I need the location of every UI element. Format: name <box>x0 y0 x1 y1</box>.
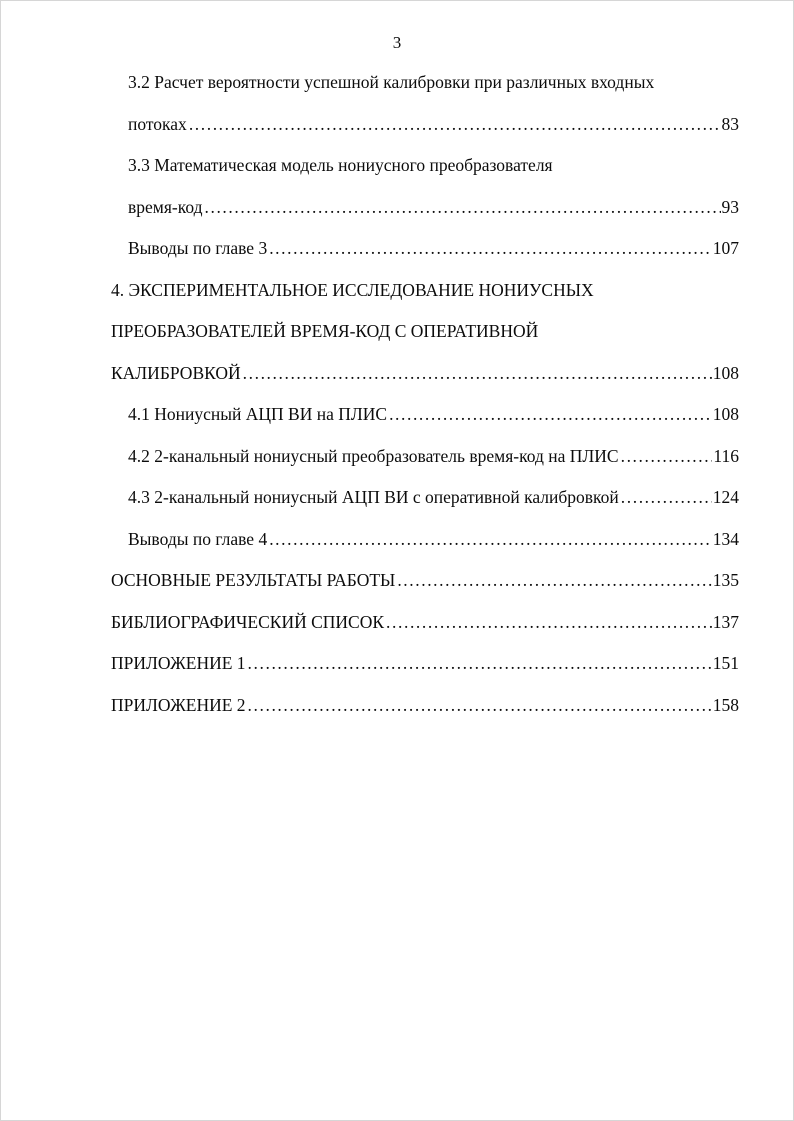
toc-entry-line <box>128 519 739 561</box>
toc-entry-line <box>111 685 739 727</box>
table-of-contents <box>111 62 739 726</box>
toc-entry-text: ПРИЛОЖЕНИЕ 1 <box>111 653 246 673</box>
toc-entry <box>111 62 739 145</box>
toc-entry-line <box>128 104 739 146</box>
toc-entry-line <box>111 643 739 685</box>
toc-entry-line <box>128 394 739 436</box>
toc-entry-text: Выводы по главе 4 <box>128 528 268 549</box>
toc-entry <box>111 270 739 395</box>
toc-entry-line <box>111 270 739 312</box>
toc-page-number: 137 <box>712 611 739 632</box>
toc-entry-text: 3.3 Математическая модель нониусного преобразователя <box>128 155 553 175</box>
toc-entry-text: 3.2 Расчет вероятности успешной калибровки при различных входных <box>128 72 655 92</box>
dot-leader <box>269 519 712 561</box>
dot-leader <box>248 685 712 727</box>
toc-entry-line <box>128 187 739 229</box>
toc-entry-line <box>128 436 739 478</box>
toc-entry <box>111 436 739 478</box>
toc-entry <box>111 228 739 270</box>
dot-leader <box>386 602 712 644</box>
toc-page-number: 124 <box>712 487 739 507</box>
toc-entry-text: потоках <box>128 113 187 134</box>
toc-entry <box>111 602 739 644</box>
toc-entry-text: КАЛИБРОВКОЙ <box>111 362 241 383</box>
toc-entry-line <box>111 311 739 353</box>
dot-leader <box>389 394 712 436</box>
dot-leader <box>205 187 721 229</box>
toc-entry-text: время-код <box>128 196 203 217</box>
toc-entry-text: ОСНОВНЫЕ РЕЗУЛЬТАТЫ РАБОТЫ <box>111 570 396 590</box>
dot-leader <box>621 436 713 478</box>
toc-entry-text: БИБЛИОГРАФИЧЕСКИЙ СПИСОК <box>111 611 385 632</box>
toc-page-number: 108 <box>712 362 739 383</box>
toc-entry-line <box>128 228 739 270</box>
toc-page-number: 134 <box>712 528 739 549</box>
dot-leader <box>248 643 712 685</box>
toc-entry-line <box>128 145 739 187</box>
toc-page-number: 135 <box>712 570 739 590</box>
toc-entry <box>111 685 739 727</box>
dot-leader <box>397 560 711 602</box>
toc-entry <box>111 145 739 228</box>
dot-leader <box>269 228 712 270</box>
toc-page-number: 108 <box>712 404 739 424</box>
toc-entry-line <box>128 62 739 104</box>
toc-entry-text: 4.1 Нониусный АЦП ВИ на ПЛИС <box>128 404 388 424</box>
page-number: 3 <box>392 33 402 52</box>
toc-entry <box>111 477 739 519</box>
dot-leader <box>189 104 721 146</box>
toc-entry-text: 4.3 2-канальный нониусный АЦП ВИ с оперативной калибровкой <box>128 487 619 507</box>
toc-entry <box>111 394 739 436</box>
toc-page-number: 151 <box>712 653 739 673</box>
toc-entry-line <box>111 560 739 602</box>
toc-entry-line <box>111 602 739 644</box>
toc-entry <box>111 643 739 685</box>
toc-entry-line <box>128 477 739 519</box>
toc-page-number: 158 <box>712 694 739 715</box>
toc-page-number: 116 <box>713 445 739 466</box>
dot-leader <box>243 353 712 395</box>
toc-entry-text: ПРЕОБРАЗОВАТЕЛЕЙ ВРЕМЯ-КОД С ОПЕРАТИВНОЙ <box>111 321 539 341</box>
toc-entry-line <box>111 353 739 395</box>
dot-leader <box>621 477 712 519</box>
toc-entry-text: 4. ЭКСПЕРИМЕНТАЛЬНОЕ ИССЛЕДОВАНИЕ НОНИУСНЫХ <box>111 279 594 300</box>
toc-entry-text: Выводы по главе 3 <box>128 238 268 258</box>
toc-page-number: 83 <box>721 113 739 134</box>
toc-page-number: 93 <box>721 196 739 217</box>
toc-page-number: 107 <box>712 238 739 258</box>
toc-entry <box>111 560 739 602</box>
toc-entry-text: ПРИЛОЖЕНИЕ 2 <box>111 694 246 715</box>
toc-entry-text: 4.2 2-канальный нониусный преобразователь время-код на ПЛИС <box>128 445 619 466</box>
toc-entry <box>111 519 739 561</box>
